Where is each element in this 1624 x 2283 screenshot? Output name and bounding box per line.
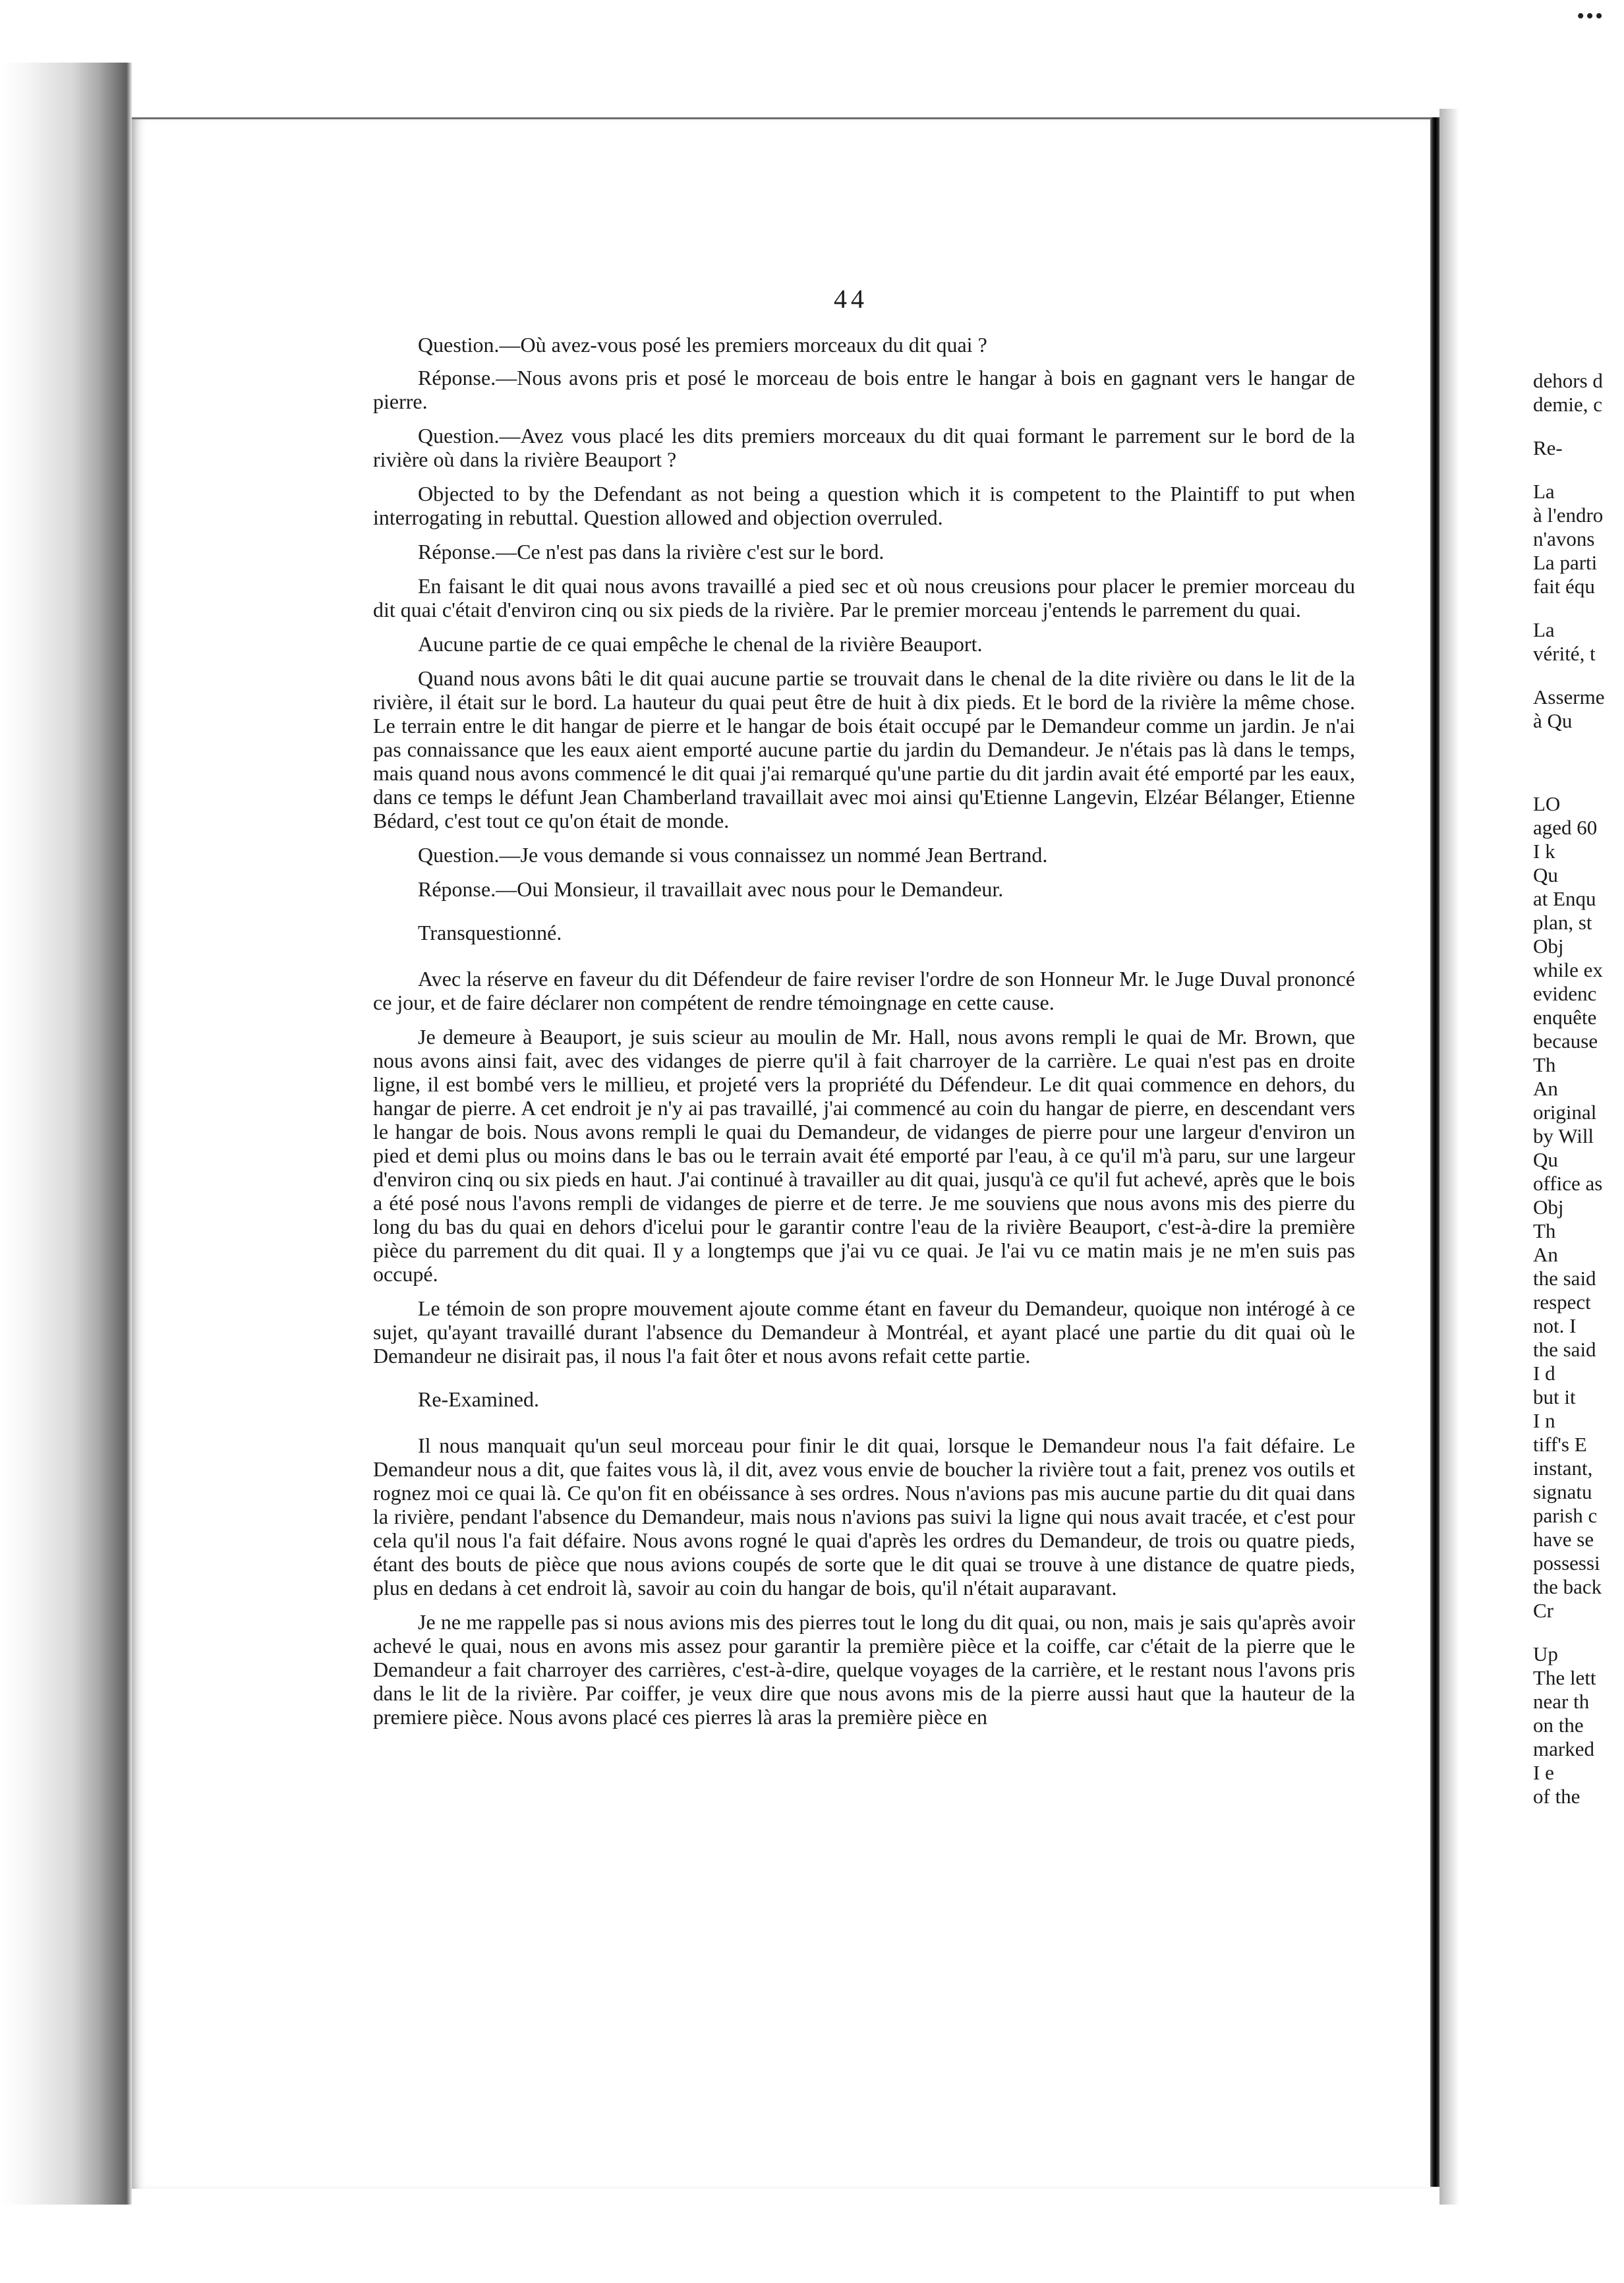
facing-page-line: I k — [1533, 840, 1555, 863]
facing-page-line: fait équ — [1533, 575, 1595, 598]
facing-page-line: the said — [1533, 1338, 1596, 1361]
paragraph: Il nous manquait qu'un seul morceau pour finir le dit quai, lorsque le Demandeur nous l'a fait défaire. Le Demandeur nous a dit, que faites vous là, il dit, avez vous envie de boucher la rivière tout a fait, prenez vos outils et rognez moi ce quai là. Ce qu'on fit en obéissance à ses ordres. Nous n'avions pas mis aucune partie du dit quai dans la rivière, pendant l'absence du Demandeur, mais nous n'avions pas suivi la ligne qui nous avait tracée, et c'est pour cela qu'il nous l'a fait défaire. Nous avons rogné le quai d'après les ordres du Demandeur, de trois ou quatre pieds, étant des bouts de pièce que nous avions coupés de sorte que le dit quai se trouve à une distance de quatre pieds, plus en dedans à cet endroit là, savoir au coin du hangar de bois, qu'il n'était auparavant. — [373, 1433, 1355, 1600]
section-heading-cross-examination: Transquestionné. — [418, 921, 562, 944]
facing-page-line: the said — [1533, 1267, 1596, 1290]
facing-page-line: marked — [1533, 1737, 1594, 1760]
facing-page-line: Obj — [1533, 1196, 1564, 1219]
facing-page-line: at Enqu — [1533, 887, 1596, 910]
page-gutter — [1430, 117, 1439, 2187]
paragraph: En faisant le dit quai nous avons travaillé a pied sec et où nous creusions pour placer le premier morceau du dit quai c'était d'environ cinq ou six pieds de la rivière. Par le premier morceau j'entends le parrement du quai. — [373, 574, 1355, 621]
facing-page-line: Qu — [1533, 1148, 1558, 1171]
paragraph: Réponse.—Ce n'est pas dans la rivière c'est sur le bord. — [418, 540, 884, 564]
facing-page-line: La parti — [1533, 551, 1598, 574]
page-number: 44 — [834, 284, 868, 314]
paragraph: Question.—Où avez-vous posé les premiers morceaux du dit quai ? — [418, 333, 987, 357]
facing-page-line: Th — [1533, 1053, 1556, 1076]
facing-page-line: original — [1533, 1101, 1597, 1124]
facing-page-line: but it — [1533, 1385, 1576, 1408]
facing-page-line: on the — [1533, 1714, 1584, 1737]
facing-page-line: dehors d — [1533, 369, 1603, 392]
facing-page-line: by Will — [1533, 1124, 1594, 1147]
facing-page-line: office as — [1533, 1172, 1603, 1195]
facing-page-line: parish c — [1533, 1504, 1598, 1527]
facing-page-line: An — [1533, 1243, 1558, 1266]
paragraph: Je ne me rappelle pas si nous avions mis des pierres tout le long du dit quai, ou non, mais je sais qu'après avoir achevé le quai, nous en avons mis assez pour garantir la première pièce et la coiffe, car c'était de la pierre que le Demandeur a fait charroyer des carrières, c'est-à-dire, quelque voyages de la carrière, et le restant nous l'avons pris dans le lit de la rivière. Par coiffer, je veux dire que nous avons mis de la pierre aussi haut que la hauteur de la premiere pièce. Nous avons placé ces pierres là aras la première pièce en — [373, 1610, 1355, 1729]
paragraph: Le témoin de son propre mouvement ajoute comme étant en faveur du Demandeur, quoique non intérogé à ce sujet, qu'ayant travaillé durant l'absence du Demandeur à Montréal, et ayant placé une partie du dit quai où le Demandeur ne disirait pas, il nous l'a fait ôter et nous avons refait cette partie. — [373, 1296, 1355, 1368]
facing-page-line: vérité, t — [1533, 642, 1596, 665]
facing-page-line: of the — [1533, 1785, 1580, 1808]
facing-page-line: plan, st — [1533, 911, 1592, 934]
paragraph: Objected to by the Defendant as not being a question which it is competent to the Plaintiff to put when interrogating in rebuttal. Question allowed and objection overruled. — [373, 482, 1355, 529]
facing-page-line: demie, c — [1533, 393, 1603, 416]
facing-page-line: because — [1533, 1029, 1598, 1053]
facing-page-line: have se — [1533, 1528, 1594, 1551]
facing-page-line: signatu — [1533, 1480, 1592, 1503]
facing-page-line: à l'endro — [1533, 504, 1604, 527]
facing-page-line: n'avons — [1533, 527, 1595, 550]
facing-page-line — [1533, 1623, 1624, 1642]
facing-page-line: instant, — [1533, 1457, 1593, 1480]
facing-page-line: not. I — [1533, 1314, 1577, 1337]
facing-page-line: possessi — [1533, 1551, 1600, 1575]
facing-page-line: aged 60 — [1533, 816, 1598, 839]
facing-page-line: tiff's E — [1533, 1433, 1587, 1456]
paragraph: Aucune partie de ce quai empêche le chenal de la rivière Beauport. — [418, 632, 983, 656]
paragraph: Je demeure à Beauport, je suis scieur au moulin de Mr. Hall, nous avons rempli le quai de Mr. Brown, que nous avons ainsi fait, avec des vidanges de pierre qu'il à fait charroyer de la carrière. Le quai n'est pas en droite ligne, il est bombé vers le millieu, et projeté vers la propriété du Défendeur. Le dit quai commence en dehors, du hangar de pierre. A cet endroit je n'y ai pas travaillé, j'ai commencé au coin du hangar de pierre, en descendant vers le hangar de bois. Nous avons rempli le quai du Demandeur, de vidanges de pierre pour une largeur d'environ un pied et demi plus ou moins dans le bas ou le terrain avait été emporté par l'eau, à ce qu'il m'à paru, sur une largeur d'environ cinq ou six pieds en haut. J'ai continué à travailler au dit quai, jusqu'à ce qu'il fut achevé, après que le bois a été posé nous l'avons rempli de vidanges de pierre et de terre. Je me souviens que nous avons mis des pierre du long du bas du quai en dehors d'icelui pour le garantir contre l'eau de la rivière Beauport, c'est-à-dire la première pièce du parrement du dit quai. Il y a longtemps que j'ai vu ce quai. Je l'ai vu ce matin mais je ne m'en suis pas occupé. — [373, 1025, 1355, 1286]
paragraph: Réponse.—Nous avons pris et posé le morceau de bois entre le hangar à bois en gagnant vers le hangar de pierre. — [373, 366, 1355, 413]
facing-page-line: Asserme — [1533, 685, 1605, 708]
facing-page-line: Th — [1533, 1219, 1556, 1242]
facing-page-text — [1533, 369, 1624, 1808]
facing-page-line: the back — [1533, 1575, 1602, 1598]
facing-page-line: I e — [1533, 1761, 1554, 1784]
paragraph: Avec la réserve en faveur du dit Défendeur de faire reviser l'ordre de son Honneur Mr. le Juge Duval prononcé ce jour, et de faire déclarer non compétent de rendre témoingnage en cette cause. — [373, 967, 1355, 1014]
paragraph: Question.—Avez vous placé les dits premiers morceaux du dit quai formant le parrement sur le bord de la rivière où dans la rivière Beauport ? — [373, 424, 1355, 471]
facing-page-line — [1533, 417, 1624, 436]
facing-page-line: Re- — [1533, 436, 1563, 459]
facing-page-line: La — [1533, 618, 1555, 641]
facing-page-line: I d — [1533, 1362, 1555, 1385]
facing-page-line: An — [1533, 1077, 1558, 1100]
facing-page-line — [1533, 733, 1624, 753]
facing-page-line: near th — [1533, 1690, 1590, 1713]
paragraph: Question.—Je vous demande si vous connaissez un nommé Jean Bertrand. — [418, 843, 1048, 867]
book-spine-edge — [0, 63, 132, 2205]
facing-page-line — [1533, 753, 1624, 772]
facing-page-line: respect — [1533, 1290, 1591, 1314]
facing-page-line: LO — [1533, 792, 1561, 815]
facing-page-line — [1533, 772, 1624, 792]
paragraph: Réponse.—Oui Monsieur, il travaillait avec nous pour le Demandeur. — [418, 877, 1004, 901]
facing-page-line — [1533, 460, 1624, 480]
facing-page-line: Obj — [1533, 935, 1564, 958]
paragraph: Quand nous avons bâti le dit quai aucune partie se trouvait dans le chenal de la dite rivière ou dans le lit de la rivière, il était sur le bord. La hauteur du quai peut être de huit à dix pieds. Et le bord de la rivière la même chose. Le terrain entre le dit hangar de pierre et le hangar de bois était occupé par le Demandeur comme un jardin. Je n'ai pas connaissance que les eaux aient emporté aucune partie du jardin du Demandeur. Je n'étais pas là dans le temps, mais quand nous avons commencé le dit quai j'ai remarqué qu'une partie du dit jardin avait été emporté par les eaux, dans ce temps le défunt Jean Chamberland travaillait avec moi ainsi qu'Etienne Langevin, Elzéar Bélanger, Etienne Bédard, c'est tout ce qu'on était de monde. — [373, 666, 1355, 832]
facing-page-line: evidenc — [1533, 982, 1597, 1005]
facing-page-line: Cr — [1533, 1599, 1553, 1622]
facing-page-line: Up — [1533, 1642, 1558, 1665]
facing-page-line: La — [1533, 480, 1555, 503]
corner-registration-mark: ••• — [1577, 4, 1604, 28]
facing-page-line — [1533, 666, 1624, 685]
facing-page-line: The lett — [1533, 1666, 1596, 1689]
facing-page-shadow — [1439, 109, 1459, 2205]
body-text — [373, 333, 1355, 1739]
facing-page-line: à Qu — [1533, 709, 1573, 732]
facing-page-line — [1533, 598, 1624, 618]
section-heading-re-examined: Re-Examined. — [418, 1387, 539, 1411]
facing-page-line: enquête — [1533, 1006, 1597, 1029]
facing-page-line: while ex — [1533, 958, 1603, 981]
facing-page-line: Qu — [1533, 863, 1558, 886]
facing-page-line: I n — [1533, 1409, 1555, 1432]
